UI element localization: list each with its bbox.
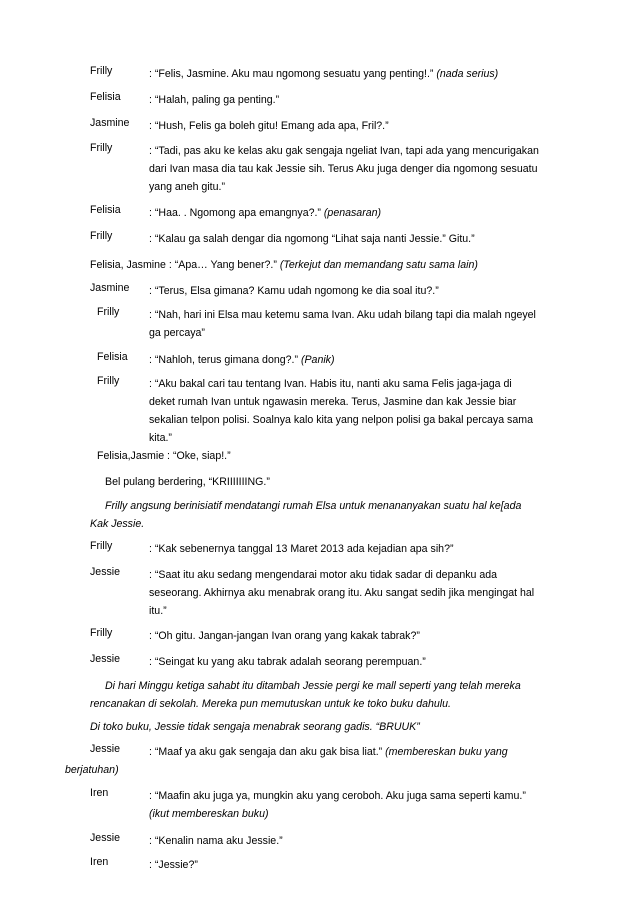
stage-direction: (penasaran) (323, 207, 382, 219)
dialogue-text (149, 856, 579, 874)
dialogue-line: : “Oh gitu. Jangan-jangan Ivan orang yang kakak tabrak?” (149, 630, 420, 642)
dialogue-text (149, 375, 579, 447)
dialogue-line: : “Jessie?” (149, 859, 198, 871)
stage-direction: (ikut membereskan buku) (149, 808, 269, 820)
dialogue-line: : “Kalau ga salah dengar dia ngomong “Lihat saja nanti Jessie.” Gitu.” (149, 233, 475, 245)
dialogue-text (149, 627, 579, 645)
dialogue-line: ga percaya” (149, 327, 205, 339)
dialogue-line: Felisia,Jasmie : “Oke, siap!.” (97, 450, 231, 462)
dialogue-text (149, 540, 579, 558)
dialogue-text (149, 787, 579, 823)
dialogue-line: yang aneh gitu.” (149, 181, 225, 193)
dialogue-line: : “Nah, hari ini Elsa mau ketemu sama Ivan. Aku udah bilang tapi dia malah ngeyel (149, 309, 536, 321)
narration-line (105, 473, 270, 491)
narration-text: rencanakan di sekolah. Mereka pun memutuskan untuk ke toko buku dahulu. (90, 698, 451, 710)
dialogue-line: : “Felis, Jasmine. Aku mau ngomong sesuatu yang penting!.” (149, 68, 434, 80)
speaker-label: Jessie (90, 832, 121, 844)
speaker-label: Frilly (90, 65, 113, 77)
speaker-label: Frilly (90, 230, 113, 242)
dialogue-line: itu.” (149, 605, 167, 617)
dialogue-line: Felisia, Jasmine : “Apa… Yang bener?.” (90, 259, 277, 271)
stage-direction: (membereskan buku yang (385, 746, 508, 758)
dialogue-text (149, 65, 579, 83)
dialogue-line: : “Kenalin nama aku Jessie.” (149, 835, 283, 847)
speaker-label: Jasmine (90, 282, 130, 294)
speaker-label: Frilly (97, 306, 120, 318)
dialogue-line: : “Hush, Felis ga boleh gitu! Emang ada apa, Fril?.” (149, 120, 389, 132)
dialogue-line: : “Halah, paling ga penting.” (149, 94, 280, 106)
narration-line (105, 497, 521, 515)
dialogue-line: : “Maafin aku juga ya, mungkin aku yang ceroboh. Aku juga sama seperti kamu.” (149, 790, 526, 802)
dialogue-text (149, 653, 579, 671)
speaker-label: Jessie (90, 566, 121, 578)
dialogue-text (149, 142, 579, 196)
dialogue-text (149, 566, 579, 620)
dialogue-line: sekalian telpon polisi. Soalnya kalo kita yang nelpon polisi ga bakal percaya sama (149, 414, 533, 426)
dialogue-line: : “Kak sebenernya tanggal 13 Maret 2013 ada kejadian apa sih?” (149, 543, 454, 555)
dialogue-line: : “Maaf ya aku gak sengaja dan aku gak bisa liat.” (149, 746, 383, 758)
narration-line (90, 695, 451, 713)
stage-direction: (nada serius) (436, 68, 499, 80)
speaker-label: Felisia (97, 351, 128, 363)
dialogue-line: deket rumah Ivan untuk ngawasin mereka. Terus, Jasmine dan kak Jessie biar (149, 396, 517, 408)
speaker-label: Iren (90, 856, 109, 868)
dialogue-text (149, 306, 579, 342)
dialogue-line: : “Aku bakal cari tau tentang Ivan. Habis itu, nanti aku sama Felis jaga-jaga di (149, 378, 512, 390)
speaker-label: Jessie (90, 743, 121, 755)
dialogue-text (149, 91, 579, 109)
stage-direction: berjatuhan) (65, 764, 119, 776)
dialogue-line: kita.” (149, 432, 172, 444)
dialogue-line: : “Saat itu aku sedang mengendarai motor aku tidak sadar di depanku ada (149, 569, 498, 581)
dialogue-row (90, 256, 478, 274)
speaker-label: Frilly (90, 540, 113, 552)
dialogue-text (149, 117, 579, 135)
dialogue-row (97, 447, 231, 465)
dialogue-text (149, 743, 579, 761)
narration-text: Di hari Minggu ketiga sahabt itu ditambah Jessie pergi ke mall seperti yang telah mereka (105, 680, 521, 692)
dialogue-text (149, 204, 579, 222)
speaker-label: Jessie (90, 653, 121, 665)
speaker-label: Felisia (90, 91, 121, 103)
dialogue-line: : “Seingat ku yang aku tabrak adalah seorang perempuan.” (149, 656, 426, 668)
narration-text: Frilly angsung berinisiatif mendatangi rumah Elsa untuk menananyakan suatu hal ke[ada (105, 500, 522, 512)
speaker-label: Iren (90, 787, 109, 799)
stage-direction-continued (65, 761, 119, 779)
narration-text: Di toko buku, Jessie tidak sengaja menabrak seorang gadis. “BRUUK” (90, 721, 420, 733)
dialogue-text (149, 282, 579, 300)
dialogue-line: : “Haa. . Ngomong apa emangnya?.” (149, 207, 321, 219)
dialogue-line: : “Tadi, pas aku ke kelas aku gak sengaja ngeliat Ivan, tapi ada yang mencurigakan (149, 145, 539, 157)
speaker-label: Frilly (90, 142, 113, 154)
dialogue-line: dari Ivan masa dia tau kak Jessie sih. Terus Aku juga denger dia ngomong sesuatu (149, 163, 538, 175)
narration-line (105, 677, 521, 695)
narration-text: Kak Jessie. (90, 518, 145, 530)
speaker-label: Frilly (90, 627, 113, 639)
stage-direction: (Panik) (300, 354, 335, 366)
dialogue-line: : “Terus, Elsa gimana? Kamu udah ngomong ke dia soal itu?.” (149, 285, 439, 297)
narration-text: Bel pulang berdering, “KRIIIIIIING.” (105, 476, 270, 488)
dialogue-line: seseorang. Akhirnya aku menabrak orang itu. Aku sangat sedih jika mengingat hal (149, 587, 535, 599)
speaker-label: Jasmine (90, 117, 130, 129)
narration-line (90, 718, 420, 736)
narration-line (90, 515, 144, 533)
dialogue-text (149, 230, 579, 248)
speaker-label: Frilly (97, 375, 120, 387)
stage-direction: (Terkejut dan memandang satu sama lain) (279, 259, 478, 271)
speaker-label: Felisia (90, 204, 121, 216)
dialogue-text (149, 351, 579, 369)
dialogue-text (149, 832, 579, 850)
dialogue-line: : “Nahloh, terus gimana dong?.” (149, 354, 298, 366)
